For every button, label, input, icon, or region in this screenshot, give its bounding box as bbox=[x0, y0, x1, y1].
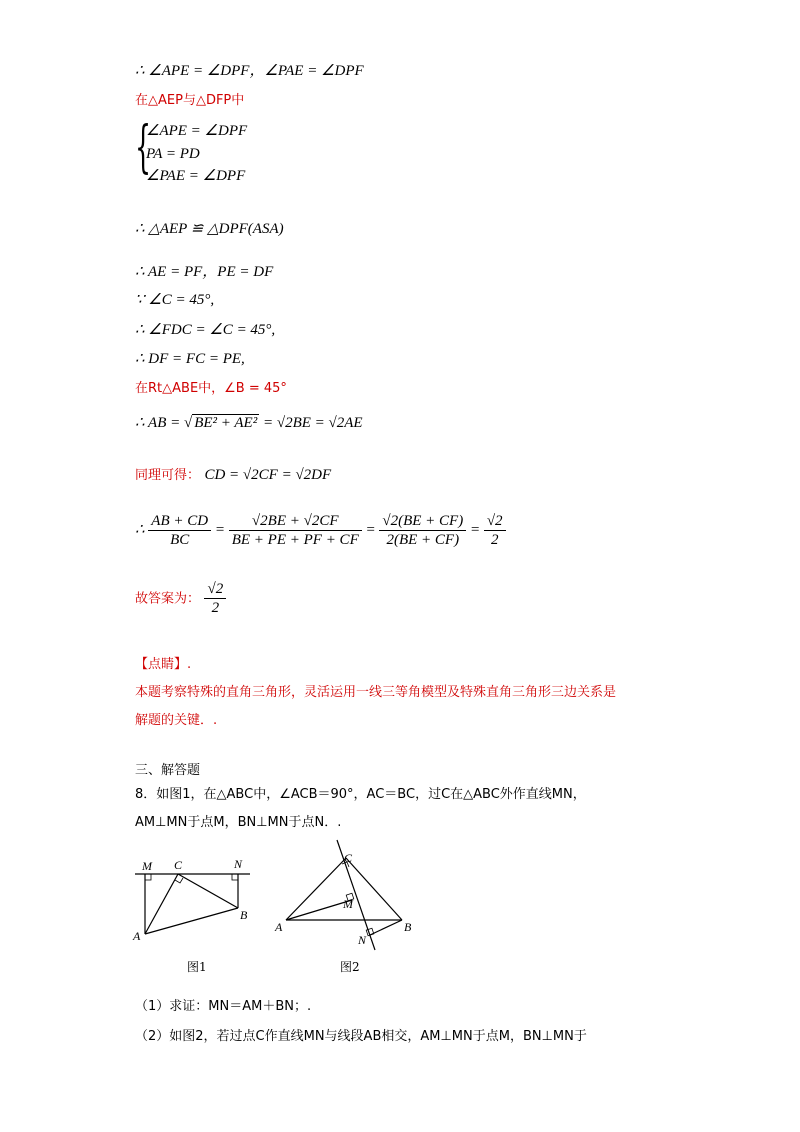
answer-fraction bbox=[204, 580, 226, 617]
question-8-line2: AM⊥MN于点M，BN⊥MN于点N．. bbox=[135, 815, 342, 830]
system-eq-3: ∠PAE = ∠DPF bbox=[146, 168, 246, 184]
system-brace: { bbox=[135, 115, 152, 180]
therefore-symbol-2: ∴ bbox=[135, 521, 145, 538]
figure-1-caption: 图1 bbox=[187, 960, 207, 974]
figure-2 bbox=[270, 838, 415, 953]
fig2-label-m: M bbox=[343, 897, 353, 911]
figure-1 bbox=[130, 850, 260, 945]
system-eq-1: ∠APE = ∠DPF bbox=[146, 123, 248, 139]
fraction-4-den: 2 bbox=[490, 532, 499, 548]
fig1-label-b: B bbox=[240, 908, 248, 922]
therefore-symbol: ∴ bbox=[135, 415, 145, 431]
line-congruence: ∴ △AEP ≌ △DPF(ASA) bbox=[135, 221, 284, 237]
system-eq-2: PA = PD bbox=[146, 146, 200, 162]
answer-num: √2 bbox=[204, 580, 226, 599]
cd-formula: CD = √2CF = √2DF bbox=[204, 467, 332, 483]
line-answer bbox=[135, 580, 226, 617]
fig2-label-b: B bbox=[404, 920, 412, 934]
sqrt-expression: √ BE² + AE² bbox=[183, 415, 258, 431]
line-similarly bbox=[135, 466, 331, 485]
fraction-4 bbox=[484, 512, 506, 549]
fraction-3 bbox=[379, 512, 466, 549]
fraction-3-den: 2(BE + CF) bbox=[386, 532, 460, 548]
answer-label: 故答案为： bbox=[135, 591, 201, 607]
fraction-1-den: BC bbox=[170, 532, 190, 548]
line-rt-abe: 在Rt△ABE中，∠B = 45° bbox=[135, 381, 287, 396]
fig1-label-n: N bbox=[234, 857, 243, 871]
fraction-2 bbox=[229, 512, 362, 549]
line-ae-pf: ∴ AE = PF，PE = DF bbox=[135, 264, 274, 280]
fraction-3-num: √2(BE + CF) bbox=[379, 512, 466, 531]
note-body-line1: 本题考察特殊的直角三角形，灵活运用一线三等角模型及特殊直角三角形三边关系是 bbox=[135, 685, 617, 700]
figure-2-caption: 图2 bbox=[340, 960, 360, 974]
similarly-label: 同理可得： bbox=[135, 468, 201, 483]
line-angle-c: ∵ ∠C = 45°, bbox=[135, 292, 215, 308]
ab-label: AB = bbox=[148, 415, 181, 431]
sub-question-1: （1）求证：MN＝AM＋BN；. bbox=[135, 999, 312, 1014]
line-ab-formula bbox=[135, 414, 363, 432]
sqrt-radicand: BE² + AE² bbox=[194, 415, 258, 431]
fig2-label-a: A bbox=[275, 920, 283, 934]
fraction-2-den: BE + PE + PF + CF bbox=[231, 532, 359, 548]
fig1-label-a: A bbox=[133, 929, 141, 943]
fraction-4-num: √2 bbox=[484, 512, 506, 531]
fig2-label-c: C bbox=[344, 851, 353, 865]
fraction-1 bbox=[148, 512, 211, 549]
line-ratio-formula: ∴ $\frac{AB + CD}{BC}$ = $\frac{√2BE + √2CF}{BE + PE + PF + CF}$ = $\frac{√2(BE + CF)}{2(BE + CF)}$ = $\frac{√2}{2}$ bbox=[135, 512, 506, 549]
note-body-line2: 解题的关键．. bbox=[135, 713, 218, 728]
line-angle-equality: ∴ ∠APE = ∠DPF，∠PAE = ∠DPF bbox=[135, 63, 364, 79]
sub-question-2: （2）如图2，若过点C作直线MN与线段AB相交，AM⊥MN于点M，BN⊥MN于 bbox=[135, 1029, 587, 1044]
fraction-2-num: √2BE + √2CF bbox=[229, 512, 362, 531]
section-heading: 三、解答题 bbox=[135, 763, 201, 778]
line-df-fc: ∴ DF = FC = PE, bbox=[135, 351, 245, 367]
question-8-line1: 8．如图1，在△ABC中，∠ACB＝90°，AC＝BC，过C在△ABC外作直线MN， bbox=[135, 787, 586, 802]
line-in-triangles: 在△AEP与△DFP中 bbox=[135, 93, 245, 108]
fraction-1-num: AB + CD bbox=[148, 512, 211, 531]
answer-den: 2 bbox=[211, 600, 220, 616]
note-title: 【点睛】. bbox=[135, 657, 192, 672]
ab-rest: = √2BE = √2AE bbox=[262, 415, 363, 431]
fig2-label-n: N bbox=[358, 933, 367, 947]
fig1-label-c: C bbox=[174, 858, 183, 872]
line-angle-fdc: ∴ ∠FDC = ∠C = 45°, bbox=[135, 322, 276, 338]
fig1-label-m: M bbox=[142, 859, 152, 873]
